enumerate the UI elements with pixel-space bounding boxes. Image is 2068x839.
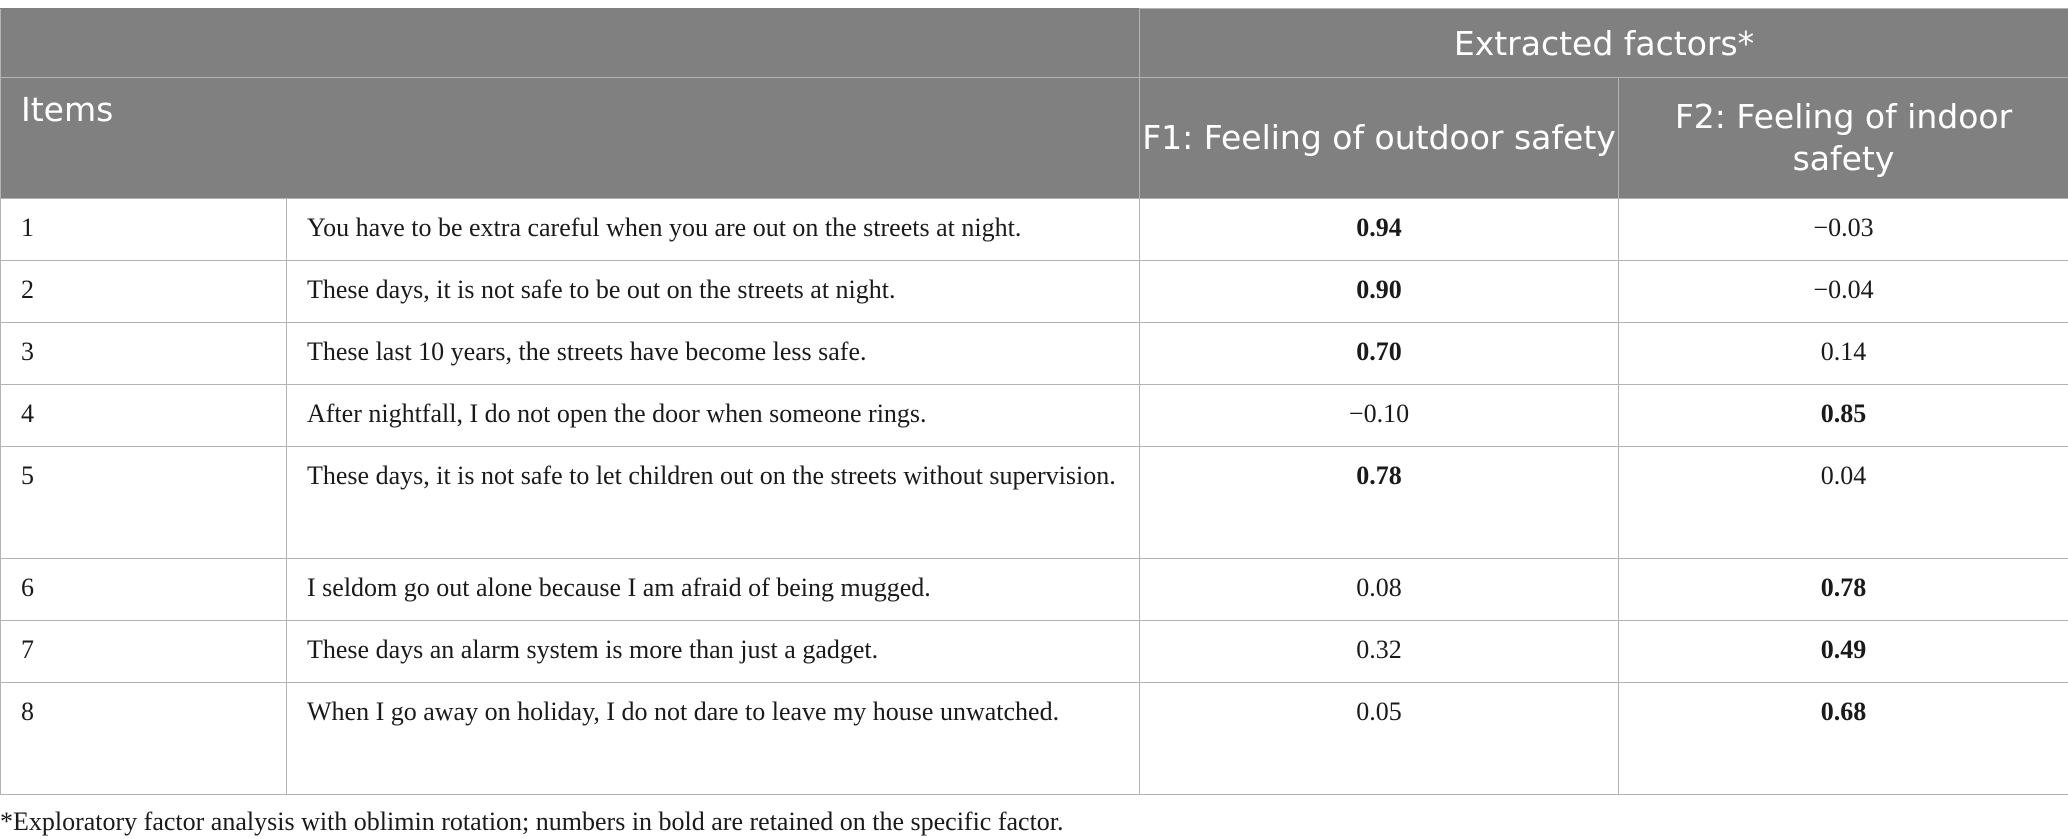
f2-loading: 0.04 <box>1619 447 2068 559</box>
table-row <box>1 199 2068 261</box>
f2-loading: 0.14 <box>1619 323 2068 385</box>
f2-loading: −0.04 <box>1619 261 2068 323</box>
item-number: 7 <box>1 621 287 683</box>
table-row <box>1 261 2068 323</box>
header-row-columns <box>1 78 2068 199</box>
table-row <box>1 559 2068 621</box>
item-text: These days, it is not safe to let children out on the streets without supervision. <box>287 447 1140 559</box>
table-footnote: *Exploratory factor analysis with oblimin rotation; numbers in bold are retained on the specific factor. <box>0 807 1064 836</box>
table-row <box>1 621 2068 683</box>
table-row <box>1 683 2068 795</box>
item-number: 4 <box>1 385 287 447</box>
extracted-factors-header: Extracted factors* <box>1140 9 2068 78</box>
item-text: These days an alarm system is more than just a gadget. <box>287 621 1140 683</box>
item-text: These last 10 years, the streets have become less safe. <box>287 323 1140 385</box>
table-header <box>1 9 2068 199</box>
factor-table-container <box>0 8 2068 837</box>
item-text: These days, it is not safe to be out on the streets at night. <box>287 261 1140 323</box>
f1-loading: 0.08 <box>1140 559 1619 621</box>
table-row <box>1 385 2068 447</box>
item-number: 1 <box>1 199 287 261</box>
f1-loading: −0.10 <box>1140 385 1619 447</box>
item-text: I seldom go out alone because I am afraid of being mugged. <box>287 559 1140 621</box>
items-header: Items <box>1 78 1140 199</box>
f2-loading: 0.85 <box>1619 385 2068 447</box>
f2-loading: −0.03 <box>1619 199 2068 261</box>
f2-loading: 0.49 <box>1619 621 2068 683</box>
item-text: You have to be extra careful when you are out on the streets at night. <box>287 199 1140 261</box>
f1-loading: 0.32 <box>1140 621 1619 683</box>
header-row-group <box>1 9 2068 78</box>
f1-loading: 0.94 <box>1140 199 1619 261</box>
f1-loading: 0.78 <box>1140 447 1619 559</box>
item-number: 2 <box>1 261 287 323</box>
item-number: 3 <box>1 323 287 385</box>
f1-loading: 0.05 <box>1140 683 1619 795</box>
f2-loading: 0.68 <box>1619 683 2068 795</box>
table-body <box>1 199 2068 795</box>
item-number: 5 <box>1 447 287 559</box>
factor-f2-header: F2: Feeling of indoor safety <box>1619 78 2068 199</box>
header-empty-cell <box>1 9 1140 78</box>
item-number: 8 <box>1 683 287 795</box>
f2-loading: 0.78 <box>1619 559 2068 621</box>
table-row <box>1 323 2068 385</box>
table-row <box>1 447 2068 559</box>
f1-loading: 0.90 <box>1140 261 1619 323</box>
factor-f1-header: F1: Feeling of outdoor safety <box>1140 78 1619 199</box>
item-text: When I go away on holiday, I do not dare to leave my house unwatched. <box>287 683 1140 795</box>
item-number: 6 <box>1 559 287 621</box>
f1-loading: 0.70 <box>1140 323 1619 385</box>
factor-loadings-table <box>0 8 2068 795</box>
item-text: After nightfall, I do not open the door when someone rings. <box>287 385 1140 447</box>
